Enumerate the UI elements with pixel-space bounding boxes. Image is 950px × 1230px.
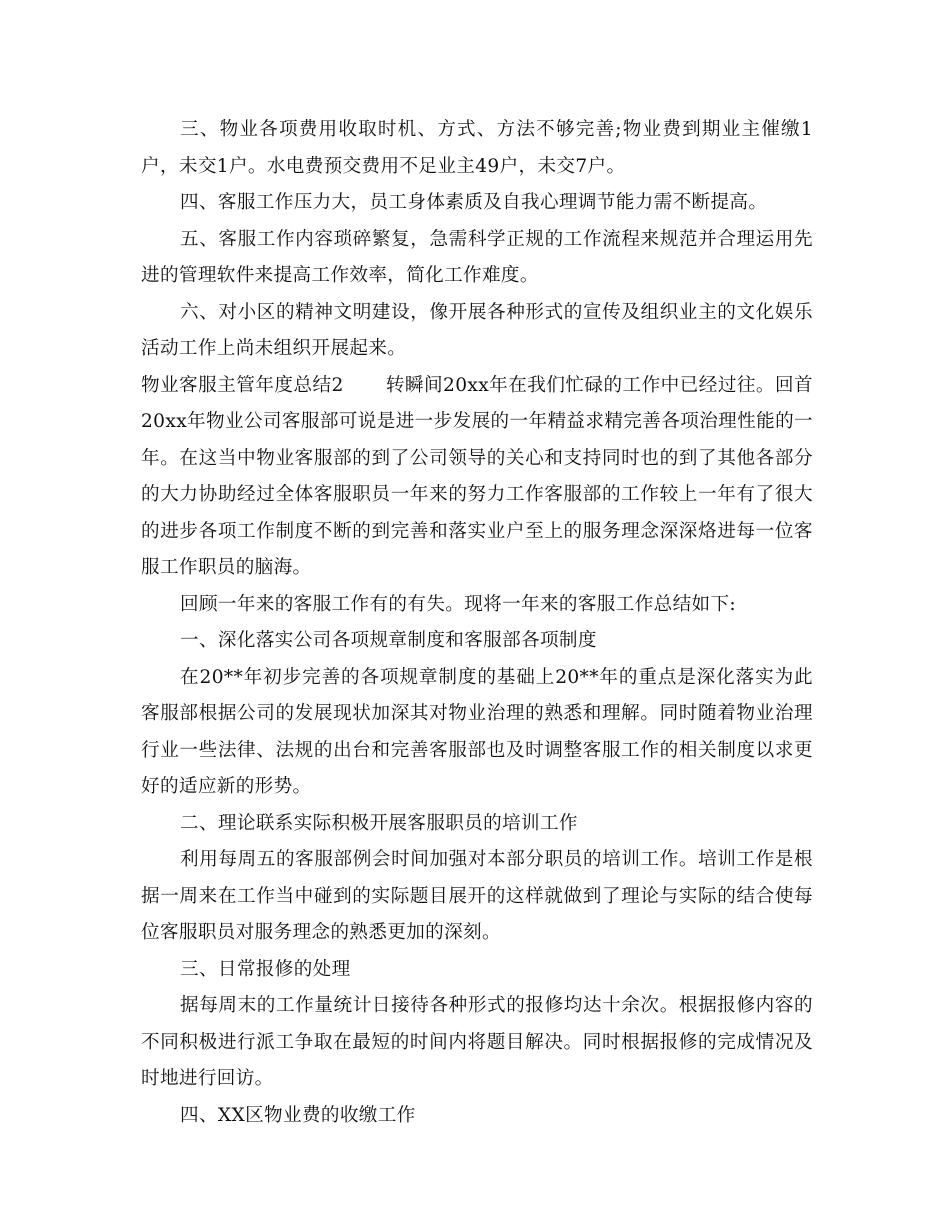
paragraph-review-intro: 回顾一年来的客服工作有的有失。现将一年来的客服工作总结如下: [180,593,737,615]
paragraph-fee-collection: 三、物业各项费用收取时机、方式、方法不够完善;物业费到期业主催缴1户，未交1户。水电费预交费用不足业主49户，未交7户。 [141,119,813,177]
heading-property-fee-collection: 四、XX区物业费的收缴工作 [180,1104,416,1126]
heading-daily-repairs: 三、日常报修的处理 [180,958,351,980]
paragraph-work-process: 五、客服工作内容琐碎繁复，急需科学正规的工作流程来规范并合理运用先进的管理软件来提高工作效率，简化工作难度。 [141,228,813,286]
paragraph-staff-training: 利用每周五的客服部例会时间加强对本部分职员的培训工作。培训工作是根据一周来在工作当中碰到的实际题目展开的这样就做到了理论与实际的结合使每位客服职员对服务理念的熟悉更加的深刻。 [141,849,813,943]
heading-staff-training: 二、理论联系实际积极开展客服职员的培训工作 [180,812,578,834]
section-intro: 转瞬间20xx年在我们忙碌的工作中已经过往。回首20xx年物业公司客服部可说是进一步发展的一年精益求精完善各项治理性能的一年。在这当中物业客服部的到了公司领导的关心和支持同时也的到了其他各部分的大力协助经过全体客服职员一年来的努力工作客服部的工作较上一年有了很大的进步各项工作制度不断的到完善和落实业户至上的服务理念深深烙进每一位客服工作职员的脑海。 [141,374,813,578]
document-body [141,112,813,1134]
paragraph-community-culture: 六、对小区的精神文明建设，像开展各种形式的宣传及组织业主的文化娱乐活动工作上尚未组织开展起来。 [141,301,813,359]
section-title: 物业客服主管年度总结2 [141,374,344,396]
section-summary-2 [141,368,813,587]
paragraph-rules-implementation: 在20**年初步完善的各项规章制度的基础上20**年的重点是深化落实为此客服部根据公司的发展现状加深其对物业治理的熟悉和理解。同时随着物业治理行业一些法律、法规的出台和完善客服部也及时调整客服工作的相关制度以求更好的适应新的形势。 [141,666,813,797]
paragraph-daily-repairs: 据每周末的工作量统计日接待各种形式的报修均达十余次。根据报修内容的不同积极进行派工争取在最短的时间内将题目解决。同时根据报修的完成情况及时地进行回访。 [141,995,813,1089]
heading-rules-implementation: 一、深化落实公司各项规章制度和客服部各项制度 [180,630,597,651]
paragraph-work-pressure: 四、客服工作压力大，员工身体素质及自我心理调节能力需不断提高。 [180,192,768,213]
